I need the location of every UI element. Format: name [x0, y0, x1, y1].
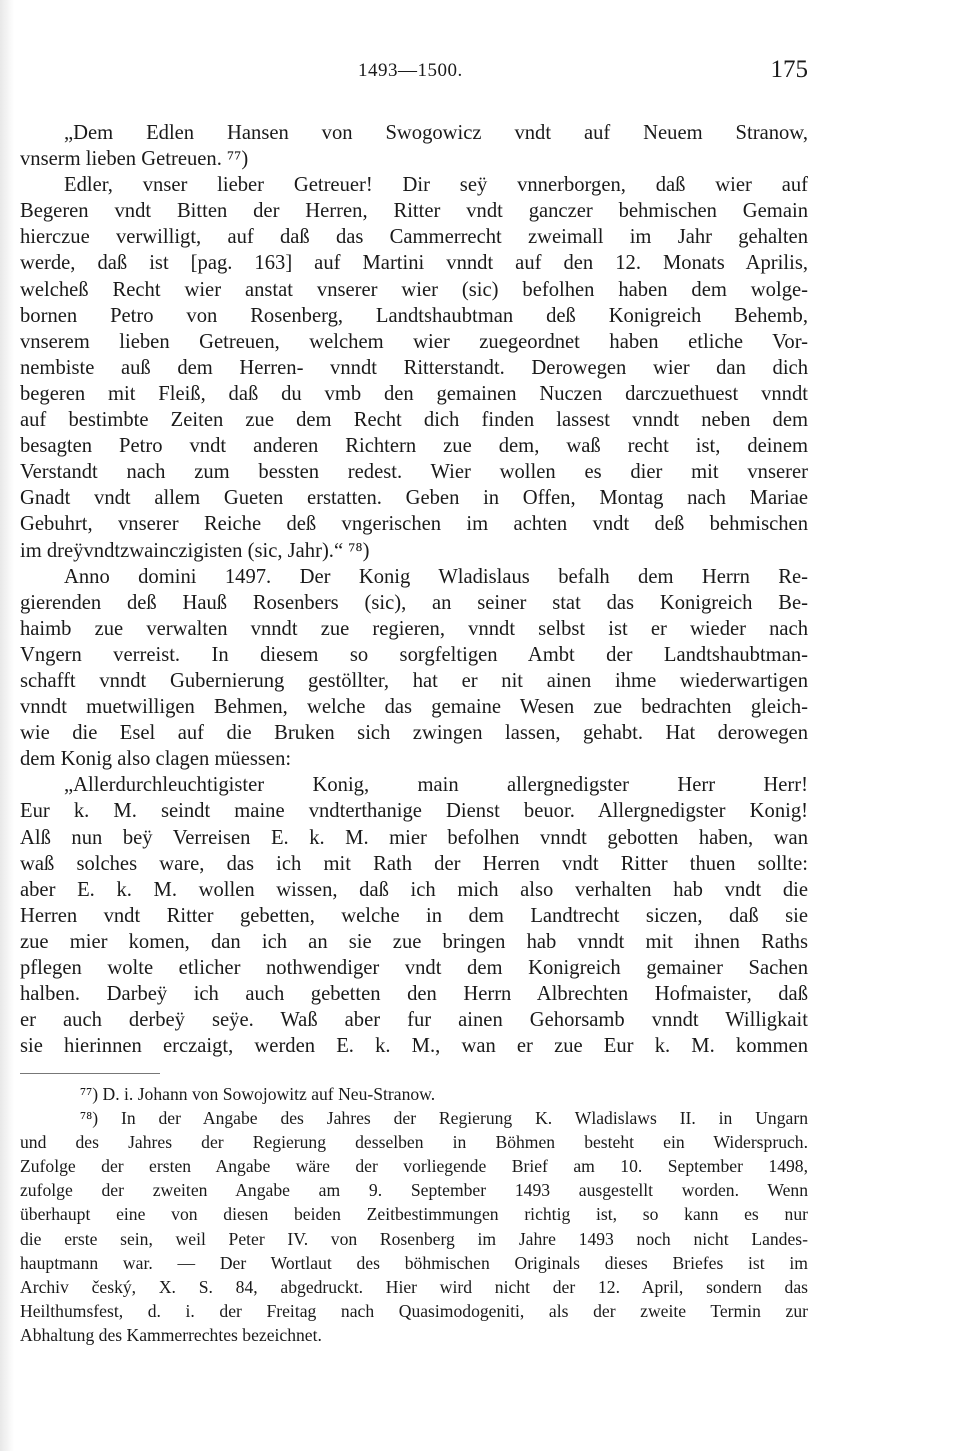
running-head: 1493—1500.: [358, 60, 463, 81]
text-line: haimb zue verwalten vnndt zue regieren, vnndt selbst ist er wieder nach: [20, 617, 808, 640]
footnote-line: Heilthumsfest, d. i. der Freitag nach Quasimodogeniti, als der zweite Termin zur: [20, 1300, 808, 1321]
text-line: sie hierinnen erczaigt, werden E. k. M., wan er zue Eur k. M. kommen: [20, 1035, 808, 1058]
text-line: waß solches ware, das ich mit Rath der Herren vndt Ritter thuen sollte:: [20, 852, 808, 875]
text-line: aber E. k. M. wollen wissen, daß ich mich also verhalten hab vndt die: [20, 878, 808, 901]
text-line: Edler, vnser lieber Getreuer! Dir seÿ vnnerborgen, daß wier auf: [64, 174, 808, 197]
text-line: „Allerdurchleuchtigister Konig, main allergnedigster Herr Herr!: [64, 774, 808, 797]
text-line: Vngern verreist. In diesem so sorgfeltigen Ambt der Landtshaubtman-: [20, 643, 808, 666]
footnote-line: hauptmann war. — Der Wortlaut des böhmischen Originals dieses Briefes ist im: [20, 1252, 808, 1273]
footnote-line: zufolge der zweiten Angabe am 9. September 1493 ausgestellt worden. Wenn: [20, 1180, 808, 1201]
text-line: pflegen wolte etlicher nothwendiger vndt dem Konigreich gemainer Sachen: [20, 957, 808, 979]
page-number: 175: [770, 56, 808, 83]
text-line: halben. Darbeÿ ich auch gebetten den Herrn Albrechten Hofmaister, daß: [20, 983, 808, 1006]
text-line: dem Konig also clagen müessen:: [20, 748, 292, 771]
footnote-line: und des Jahres der Regierung desselben in Böhmen besteht ein Widerspruch.: [20, 1132, 808, 1153]
text-line: „Dem Edlen Hansen von Swogowicz vndt auf Neuem Stranow,: [64, 122, 808, 144]
footnote-line: ⁷⁷) D. i. Johann von Sowojowitz auf Neu-Stranow.: [80, 1084, 436, 1104]
text-line: wie die Esel auf die Bruken sich zwingen lassen, gehabt. Hat derowegen: [20, 722, 808, 745]
text-line: besagten Petro vndt anderen Richtern zue dem, waß recht ist, deinem: [20, 435, 808, 458]
body-text: [20, 120, 808, 1059]
text-line: Alß nun beÿ Verreisen E. k. M. mier befolhen vnndt gebotten haben, wan: [20, 826, 808, 849]
footnote-divider: [20, 1073, 160, 1074]
text-line: zue mier komen, dan ich an sie zue bringen hab vnndt mit ihnen Raths: [20, 930, 808, 953]
footnote-line: Zufolge der ersten Angabe wäre der vorliegende Brief am 10. September 1498,: [20, 1156, 808, 1177]
footnote-line: Abhaltung des Kammerrechtes bezeichnet.: [20, 1324, 322, 1345]
text-line: Gnadt vndt allem Gueten erstatten. Geben in Offen, Montag nach Mariae: [20, 487, 808, 510]
text-line: vnserem lieben Getreuen, welchem wier zuegeordnet haben etliche Vor-: [20, 330, 808, 353]
text-line: welcheß Recht wier anstat vnserer wier (sic) befolhen haben dem wolge-: [20, 278, 808, 301]
footnote-line: überhaupt eine von diesen beiden Zeitbestimmungen richtig ist, so kann es nur: [20, 1204, 808, 1225]
text-line: vnndt muetwilligen Behmen, welche das gemaine Wesen zue bedrachten gleich-: [20, 696, 808, 719]
text-line: nembiste auß dem Herren- vnndt Ritterstandt. Derowegen wier dan dich: [20, 356, 808, 379]
footnotes: [20, 1082, 808, 1347]
text-line: Begeren vndt Bitten der Herren, Ritter vndt ganczer behmischen Gemain: [20, 200, 808, 223]
text-line: er auch derbeÿ seÿe. Waß aber fur ainen Gehorsamb vnndt Willigkait: [20, 1009, 808, 1032]
footnote-line: ⁷⁸) In der Angabe des Jahres der Regierung K. Wladislaws II. in Ungarn: [80, 1108, 808, 1129]
text-line: werde, daß ist [pag. 163] auf Martini vnndt auf den 12. Monats Aprilis,: [20, 252, 808, 275]
text-line: Anno domini 1497. Der Konig Wladislaus befalh dem Herrn Re-: [64, 565, 808, 588]
text-line: auf bestimbte Zeiten zue dem Recht dich finden lassest vnndt neben dem: [20, 409, 808, 432]
text-line: Verstandt nach zum bessten redest. Wier wollen es dier mit vnserer: [20, 461, 808, 484]
text-line: bornen Petro von Rosenberg, Landtshaubtman deß Konigreich Behemb,: [20, 304, 808, 327]
text-line: begeren mit Fleiß, daß du vmb den gemainen Nuczen darczuethuest vnndt: [20, 382, 808, 405]
text-line: Gebuhrt, vnserer Reiche deß vngerischen im achten vndt deß behmischen: [20, 513, 808, 536]
text-line: im dreÿvndtzwainczigisten (sic, Jahr).“ ⁷⁸): [20, 539, 370, 562]
text-line: gierenden deß Hauß Rosenbers (sic), an seiner stat das Konigreich Be-: [20, 591, 808, 614]
text-line: Herren vndt Ritter gebetten, welche in dem Landtrecht siczen, daß sie: [20, 904, 808, 927]
footnote-line: die erste sein, weil Peter IV. von Rosenberg im Jahre 1493 noch nicht Landes-: [20, 1228, 808, 1249]
text-line: schafft vnndt Gubernierung gestöllter, hat er nit ainen ihme wiederwartigen: [20, 669, 808, 692]
text-line: hierczue verwilligt, auf daß das Cammerrecht zweimall im Jahr gehalten: [20, 226, 808, 249]
page-edge-shadow: [0, 0, 14, 1451]
text-line: Eur k. M. seindt maine vndterthanige Dienst beuor. Allergnedigster Konig!: [20, 800, 808, 823]
text-line: vnserm lieben Getreuen. ⁷⁷): [20, 148, 249, 171]
footnote-line: Archiv český, X. S. 84, abgedruckt. Hier wird nicht der 12. April, sondern das: [20, 1276, 808, 1297]
